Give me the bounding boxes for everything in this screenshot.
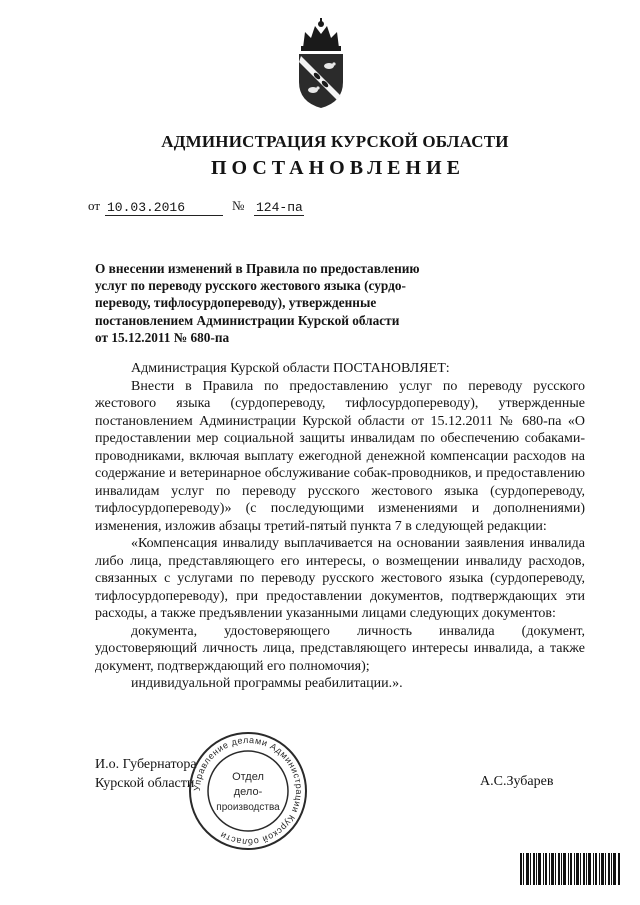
document-number: 124-па	[256, 200, 303, 215]
signatory-position-line: И.о. Губернатора	[95, 757, 197, 772]
document-subject	[95, 260, 475, 346]
subject-line: О внесении изменений в Правила по предоставлению	[95, 261, 420, 276]
organization-title: АДМИНИСТРАЦИЯ КУРСКОЙ ОБЛАСТИ	[161, 132, 509, 151]
document-type-title: ПОСТАНОВЛЕНИЕ	[211, 157, 465, 179]
body-paragraph: Администрация Курской области ПОСТАНОВЛЯЕТ:	[131, 361, 450, 376]
office-stamp	[187, 730, 309, 852]
signatory-name: А.С.Зубарев	[480, 774, 554, 789]
number-prefix-label: №	[232, 198, 245, 213]
subject-line: от 15.12.2011 № 680-па	[95, 329, 230, 345]
stamp-center-text: дело-	[233, 786, 263, 798]
body-paragraph: индивидуальной программы реабилитации.».	[131, 676, 403, 691]
body-paragraph: «Компенсация инвалиду выплачивается на основании заявления инвалида либо лица, представляющего его интересы, о возмещении инвалиду расходов, связанных с услугами по переводу русского жестового языка (сурдопереводу, тифлосурдопереводу), при предоставлении документов, подтверждающих эти расходы, а также предъявлении указанными лицами следующих документов:	[95, 536, 585, 621]
stamp-ring-text: Управление делами Администрации Курской области	[191, 734, 305, 848]
document-date: 10.03.2016	[105, 200, 223, 216]
document-body	[95, 360, 585, 693]
stamp-center-text: производства	[216, 802, 280, 813]
body-paragraph: документа, удостоверяющего личность инвалида (документ, удостоверяющий личность лица, представляющего интересы инвалида, а также документ, подтверждающий его полномочия);	[95, 623, 585, 674]
subject-line: услуг по переводу русского жестового языка (сурдо-	[95, 278, 406, 294]
subject-line: постановлением Администрации Курской области	[95, 312, 400, 328]
signatory-position-line: Курской области	[95, 776, 195, 791]
barcode	[520, 853, 620, 885]
stamp-center-text: Отдел	[232, 771, 264, 783]
document-number-line	[88, 194, 318, 216]
date-prefix-label: от	[88, 198, 101, 213]
subject-line: переводу, тифлосурдопереводу), утвержденные	[95, 295, 377, 311]
body-paragraph: Внести в Правила по предоставлению услуг по переводу русского жестового языка (сурдопереводу, тифлосурдопереводу), утвержденные постановлением Администрации Курской области от 15.12.2011 № 680-па «О предоставлении мер социальной защиты инвалидам по обеспечению собаками-проводниками, включая выплату ежегодной денежной компенсации расходов на содержание и ветеринарное обслуживание собак-проводников, и предоставлению инвалидам услуг по переводу русского жестового языка (сурдопереводу, тифлосурдопереводу)» (с последующими изменениями и дополнениями) изменения, изложив абзацы третий-пятый пункта 7 в следующей редакции:	[95, 378, 585, 534]
signatory-position	[95, 755, 197, 793]
coat-of-arms-emblem	[289, 18, 353, 110]
